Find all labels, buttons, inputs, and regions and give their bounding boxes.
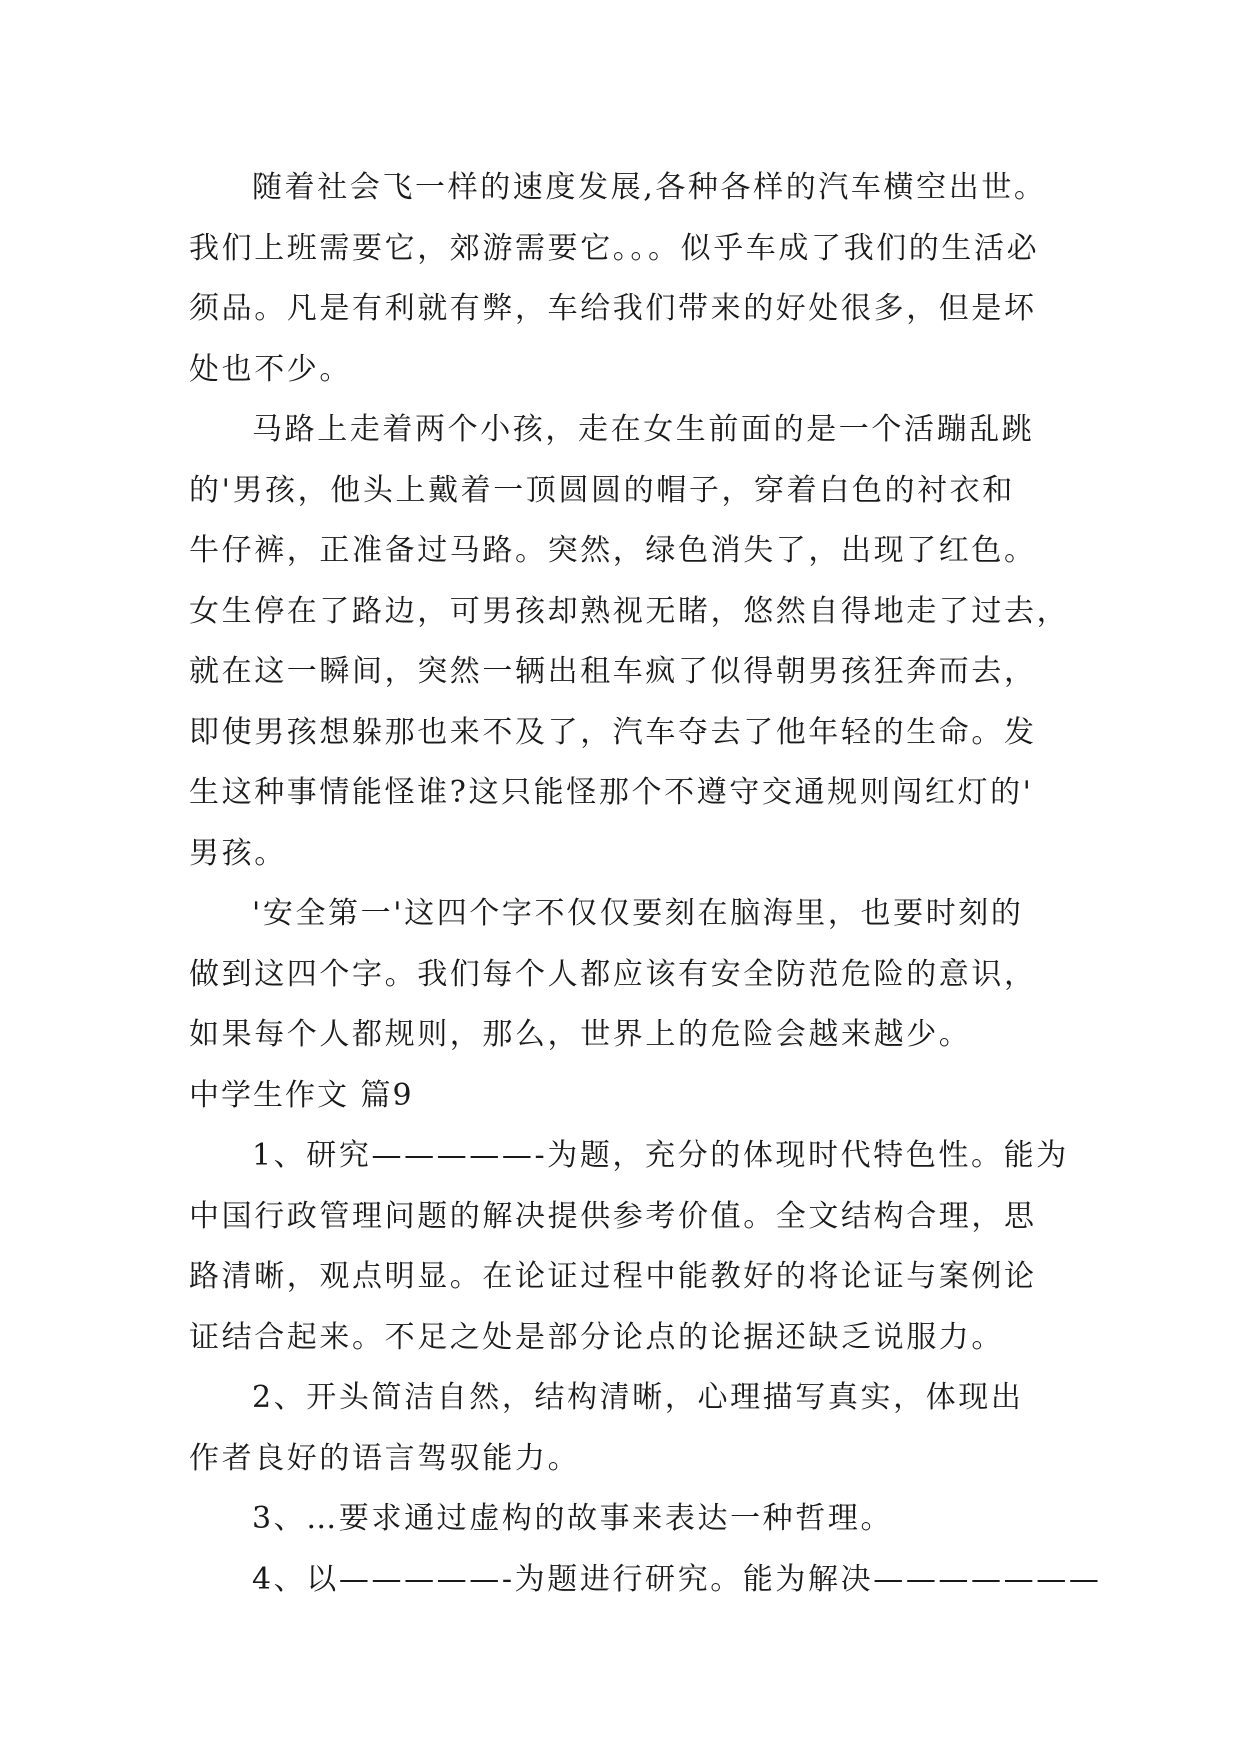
paragraph-2-line-7: 生这种事情能怪谁?这只能怪那个不遵守交通规则闯红灯的' (189, 775, 1034, 810)
paragraph-2-line-8: 男孩。 (189, 835, 287, 871)
paragraph-3-line-3: 如果每个人都规则，那么，世界上的危险会越来越少。 (189, 1017, 972, 1052)
comment-4-line-1: 4、以—————-为题进行研究。能为解决——————— (252, 1561, 1102, 1597)
comment-1-line-2: 中国行政管理问题的解决提供参考价值。全文结构合理，思 (189, 1198, 1037, 1234)
document-body (189, 158, 1102, 1610)
paragraph-3-line-1: '安全第一'这四个字不仅仅要刻在脑海里，也要时刻的 (252, 896, 1024, 931)
paragraph-2-line-3: 牛仔裤，正准备过马路。突然，绿色消失了，出现了红色。 (189, 533, 1037, 568)
comment-1-line-4: 证结合起来。不足之处是部分论点的论据还缺乏说服力。 (189, 1319, 1004, 1355)
paragraph-1-line-1: 随着社会飞一样的速度发展,各种各样的汽车横空出世。 (252, 170, 1047, 205)
comment-2-line-1: 2、开头简洁自然，结构清晰，心理描写真实，体现出 (252, 1380, 1024, 1415)
paragraph-1-line-3: 须品。凡是有利就有弊，车给我们带来的好处很多，但是坏 (189, 291, 1037, 326)
comment-2-line-2: 作者良好的语言驾驭能力。 (189, 1440, 581, 1476)
comment-3-line-1: 3、…要求通过虚构的故事来表达一种哲理。 (252, 1501, 894, 1536)
paragraph-2-line-1: 马路上走着两个小孩，走在女生前面的是一个活蹦乱跳 (252, 412, 1035, 447)
section-heading: 中学生作文 篇9 (189, 1077, 414, 1113)
paragraph-2-line-4: 女生停在了路边，可男孩却熟视无睹，悠然自得地走了过去， (189, 593, 1070, 629)
comment-1-line-1: 1、研究—————-为题，充分的体现时代特色性。能为 (252, 1138, 1069, 1173)
paragraph-2-line-6: 即使男孩想躲那也来不及了，汽车夺去了他年轻的生命。发 (189, 714, 1037, 750)
paragraph-2-line-2: 的'男孩，他头上戴着一顶圆圆的帽子，穿着白色的衬衣和 (189, 472, 1015, 508)
paragraph-3-line-2: 做到这四个字。我们每个人都应该有安全防范危险的意识， (189, 956, 1037, 992)
paragraph-1-line-2: 我们上班需要它，郊游需要它。。。似乎车成了我们的生活必 (189, 230, 1040, 266)
paragraph-1-line-4: 处也不少。 (189, 351, 352, 387)
paragraph-2-line-5: 就在这一瞬间，突然一辆出租车疯了似得朝男孩狂奔而去， (189, 654, 1037, 689)
comment-1-line-3: 路清晰，观点明显。在论证过程中能教好的将论证与案例论 (189, 1259, 1037, 1294)
